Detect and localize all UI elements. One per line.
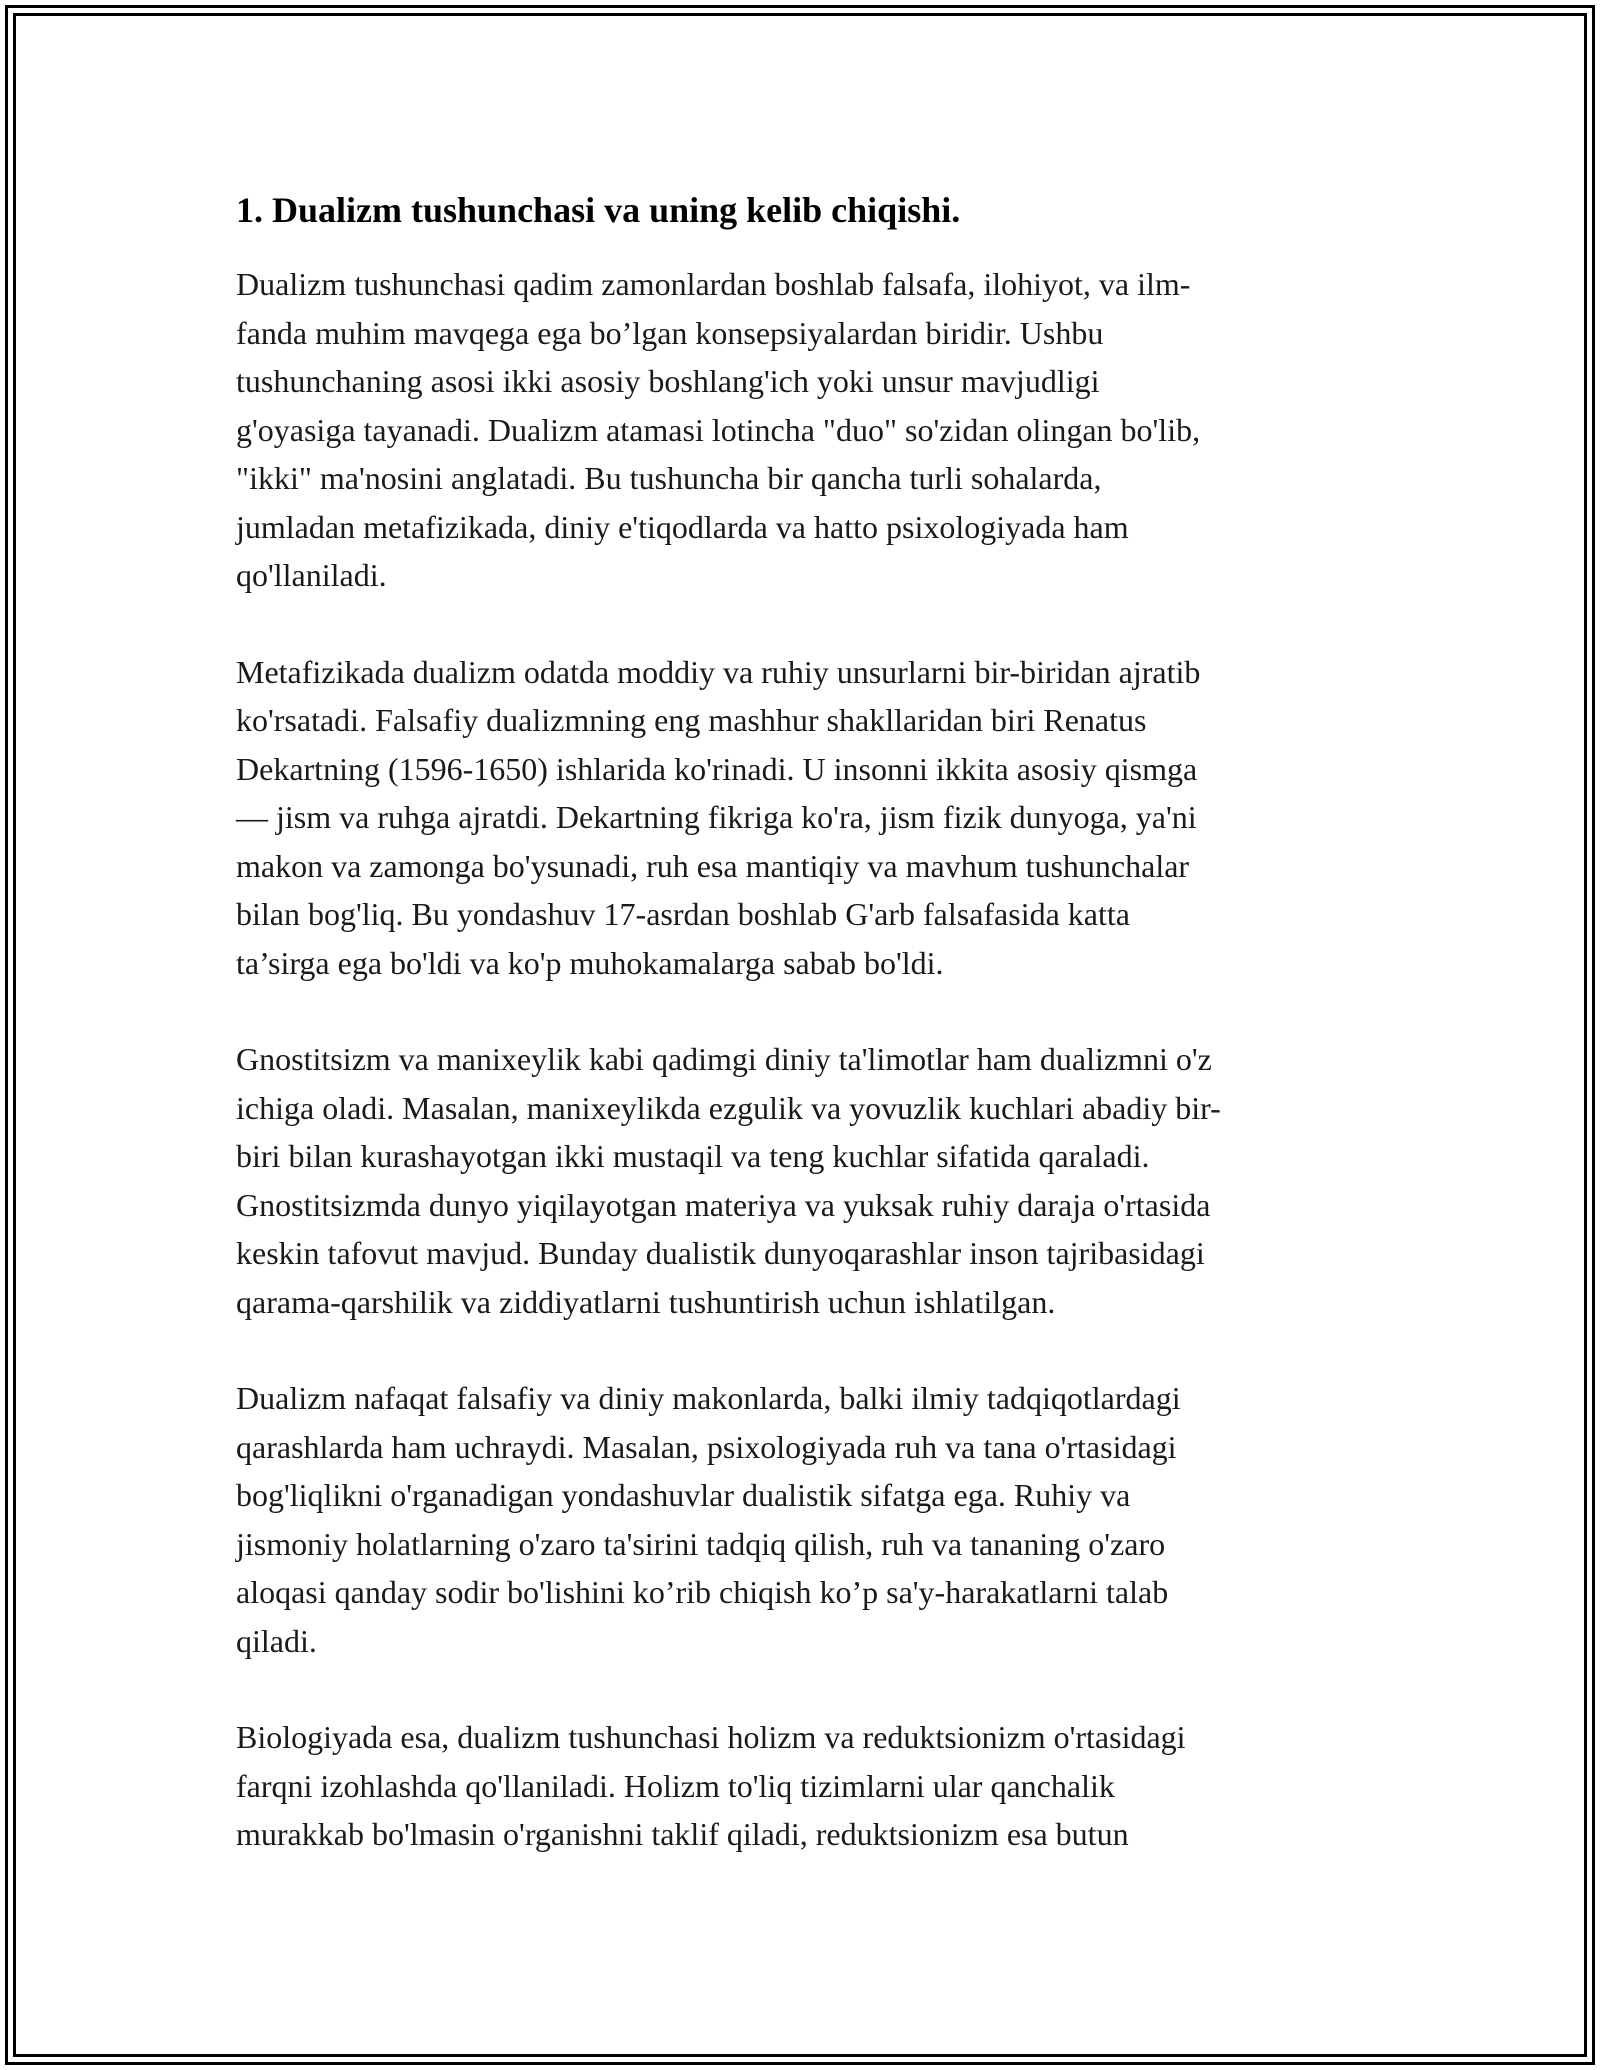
paragraph-line: — jism va ruhga ajratdi. Dekartning fikriga ko'ra, jism fizik dunyoga, ya'ni: [236, 799, 1197, 835]
paragraph-line: bilan bog'liq. Bu yondashuv 17-asrdan boshlab G'arb falsafasida katta: [236, 896, 1130, 932]
paragraph: [236, 1713, 1376, 1859]
paragraph-line: biri bilan kurashayotgan ikki mustaqil va teng kuchlar sifatida qaraladi.: [236, 1138, 1150, 1174]
paragraph-line: jumladan metafizikada, diniy e'tiqodlarda va hatto psixologiyada ham: [236, 508, 1129, 545]
paragraph-line: qo'llaniladi.: [236, 557, 387, 593]
paragraph: [236, 1374, 1376, 1665]
paragraph-line: Biologiyada esa, dualizm tushunchasi holizm va reduktsionizm o'rtasidagi: [236, 1719, 1186, 1755]
paragraph-line: qarashlarda ham uchraydi. Masalan, psixologiyada ruh va tana o'rtasidagi: [236, 1428, 1177, 1465]
paragraph-line: murakkab bo'lmasin o'rganishni taklif qiladi, reduktsionizm esa butun: [236, 1816, 1129, 1852]
paragraph: [236, 648, 1376, 988]
paragraph: [236, 1035, 1376, 1326]
paragraph-line: ichiga oladi. Masalan, manixeylikda ezgulik va yovuzlik kuchlari abadiy bir-: [236, 1089, 1221, 1126]
paragraph-line: ta’sirga ega bo'ldi va ko'p muhokamalarga sabab bo'ldi.: [236, 944, 944, 981]
paragraph-line: keskin tafovut mavjud. Bunday dualistik dunyoqarashlar inson tajribasidagi: [236, 1235, 1205, 1271]
paragraph-line: jismoniy holatlarning o'zaro ta'sirini tadqiq qilish, ruh va tananing o'zaro: [236, 1525, 1166, 1562]
paragraph-line: ko'rsatadi. Falsafiy dualizmning eng mashhur shakllaridan biri Renatus: [236, 702, 1147, 738]
paragraph-line: Dekartning (1596-1650) ishlarida ko'rinadi. U insonni ikkita asosiy qismga: [236, 750, 1198, 787]
paragraph-line: bog'liqlikni o'rganadigan yondashuvlar dualistik sifatga ega. Ruhiy va: [236, 1477, 1131, 1513]
paragraph: [236, 260, 1376, 600]
paragraph-line: makon va zamonga bo'ysunadi, ruh esa mantiqiy va mavhum tushunchalar: [236, 847, 1190, 884]
paragraph-line: g'oyasiga tayanadi. Dualizm atamasi lotincha "duo" so'zidan olingan bo'lib,: [236, 411, 1201, 448]
paragraph-line: qarama-qarshilik va ziddiyatlarni tushuntirish uchun ishlatilgan.: [236, 1283, 1056, 1320]
paragraph-line: Gnostitsizm va manixeylik kabi qadimgi diniy ta'limotlar ham dualizmni o'z: [236, 1041, 1212, 1077]
paragraph-line: qiladi.: [236, 1622, 317, 1659]
paragraph-line: Dualizm tushunchasi qadim zamonlardan boshlab falsafa, ilohiyot, va ilm-: [236, 266, 1191, 302]
paragraph-line: fanda muhim mavqega ega bo’lgan konsepsiyalardan biridir. Ushbu: [236, 314, 1104, 351]
paragraph-line: farqni izohlashda qo'llaniladi. Holizm to'liq tizimlarni ular qanchalik: [236, 1767, 1115, 1804]
paragraph-line: Dualizm nafaqat falsafiy va diniy makonlarda, balki ilmiy tadqiqotlardagi: [236, 1380, 1181, 1416]
paragraph-line: tushunchaning asosi ikki asosiy boshlang'ich yoki unsur mavjudligi: [236, 363, 1100, 399]
paragraph-line: Gnostitsizmda dunyo yiqilayotgan materiya va yuksak ruhiy daraja o'rtasida: [236, 1186, 1211, 1223]
paragraph-line: "ikki" ma'nosini anglatadi. Bu tushuncha bir qancha turli sohalarda,: [236, 460, 1102, 496]
paragraph-line: Metafizikada dualizm odatda moddiy va ruhiy unsurlarni bir-biridan ajratib: [236, 653, 1201, 690]
document-body: [236, 186, 1376, 1907]
paragraph-line: aloqasi qanday sodir bo'lishini ko’rib chiqish ko’p sa'y-harakatlarni talab: [236, 1574, 1169, 1610]
paragraph-list: [236, 260, 1376, 1859]
section-heading: 1. Dualizm tushunchasi va uning kelib chiqishi.: [236, 190, 961, 230]
